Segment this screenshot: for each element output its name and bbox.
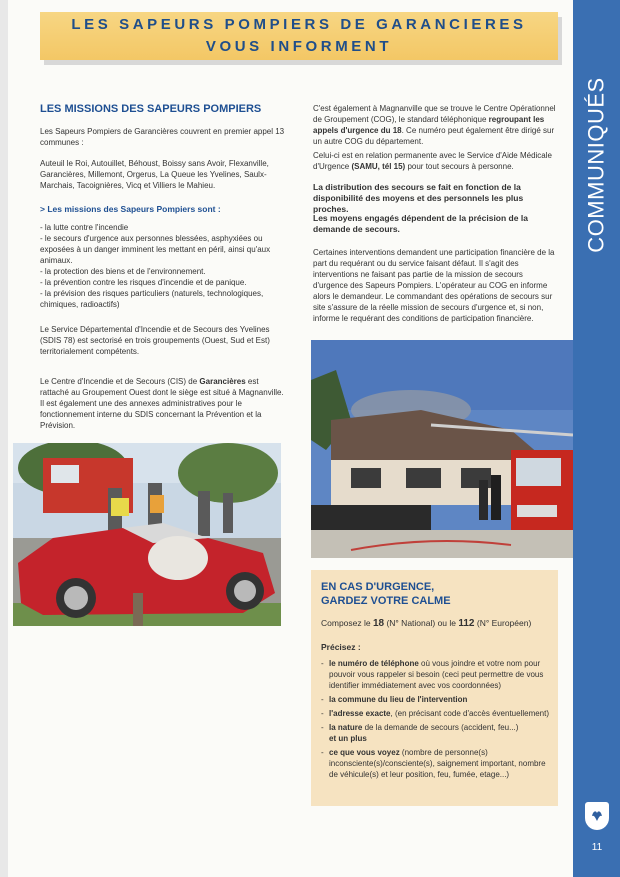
municipal-crest-icon: [585, 802, 609, 830]
missions-list: [40, 222, 286, 310]
financial-paragraph: Certaines interventions demandent une participation financière de la part du requérant ou du service faisant défaut. Il s'agit des interventions ne faisant pas partie de la mission de secours d'urgence des Sapeurs Pompiers. L'opérateur au COG en informe alors le demandeur. Le commandant des opérations de secours sur site s'assure de la réelle mission de secours d'urgence et, si non, informe le requérant des conditions de participation financière.: [313, 248, 555, 323]
checklist-item-text: où vous joindre et votre nom pour pouvoir vous rappeler si besoin (ceci peut permettre de vous identifier immédiatement avec vos coordonnées): [329, 659, 544, 690]
cog-bold: regroupant les appels d'urgence du 18: [313, 115, 545, 135]
header-banner: [40, 12, 558, 60]
checklist-item-text: de la demande de secours (accident, feu...): [362, 723, 519, 732]
mission-item: - le secours d'urgence aux personnes blessées, asphyxiées ou exposées à un danger imminent les mettant en péril, ainsi qu'aux animaux.: [40, 234, 271, 265]
checklist-item: [321, 747, 555, 780]
checklist-item: [321, 694, 555, 705]
side-band-label: COMMUNIQUÉS: [583, 77, 609, 253]
emergency-checklist: [321, 658, 555, 783]
samu-paragraph: [313, 150, 558, 172]
emergency-title-line1: EN CAS D'URGENCE,: [321, 581, 435, 593]
checklist-item-bold: ce que vous voyez: [329, 748, 400, 757]
mission-item: - la lutte contre l'incendie: [40, 223, 129, 232]
communes-list: Auteuil le Roi, Autouillet, Béhoust, Boissy sans Avoir, Flexanville, Garancières, Millemont, Orgerus, La Queue les Yvelines, Saulx-Marchais, Tacoignières, Vicq et Villiers le Mahieu.: [40, 159, 269, 190]
cog-paragraph: [313, 103, 558, 147]
cis-town: Garancières: [199, 377, 246, 386]
emergency-title: [321, 580, 551, 608]
checklist-item-bold: la nature: [329, 723, 363, 732]
cis-paragraph: [40, 376, 286, 431]
cog-text-b: . Ce numéro peut également être dirigé sur un autre COG du département.: [313, 126, 555, 146]
checklist-item-bold: le numéro de téléphone: [329, 659, 419, 668]
checklist-item: [321, 708, 555, 719]
mission-item: - la prévention contre les risques d'incendie et de panique.: [40, 278, 247, 287]
checklist-item-bold: la commune du lieu de l'intervention: [329, 695, 468, 704]
cog-text-a: C'est également à Magnanville que se trouve le Centre Opérationnel de Groupement (COG), le standard téléphonique: [313, 104, 556, 124]
mission-item: - la protection des biens et de l'environnement.: [40, 267, 206, 276]
mission-item: - la prévision des risques particuliers (naturels, technologiques, chimiques, radioactifs): [40, 289, 264, 309]
sdis-paragraph: Le Service Départemental d'Incendie et de Secours des Yvelines (SDIS 78) est sectorisé en trois groupements (Ouest, Sud et Est) territorialement compétents.: [40, 325, 270, 356]
samu-text-b: pour tout secours à personne.: [405, 162, 514, 171]
intro-text: Les Sapeurs Pompiers de Garancières couvrent en premier appel 13 communes :: [40, 127, 285, 147]
header-title-line1: LES SAPEURS POMPIERS DE GARANCIERES: [71, 16, 527, 33]
compose-text-a: Composez le: [321, 618, 373, 628]
page-number: 11: [591, 842, 603, 853]
emergency-box: [311, 570, 558, 806]
cis-prefix: Le Centre d'Incendie et de Secours (CIS) de: [40, 377, 200, 386]
distribution-paragraph: La distribution des secours se fait en fonction de la disponibilité des moyens et des personnels les plus proches.: [313, 182, 524, 214]
checklist-item: [321, 658, 555, 691]
national-number: 18: [372, 618, 385, 629]
missions-title: > Les missions des Sapeurs Pompiers sont :: [40, 204, 221, 214]
checklist-item-text: , (en précisant code d'accès éventuellement): [390, 709, 550, 718]
page-gutter: [0, 0, 8, 877]
samu-bold: (SAMU, tél 15): [351, 162, 406, 171]
side-band-label-wrap: [573, 60, 620, 270]
compose-line: [321, 618, 551, 629]
compose-text-c: (N° Européen): [474, 618, 532, 628]
moyens-paragraph: Les moyens engagés dépendent de la précision de la demande de secours.: [313, 213, 528, 234]
emergency-title-line2: GARDEZ VOTRE CALME: [321, 595, 451, 607]
checklist-item-bold: l'adresse exacte: [329, 709, 391, 718]
compose-text-b: (N° National) ou le: [384, 618, 459, 628]
checklist-item-text: (nombre de personne(s) inconsciente(s)/consciente(s), saignement important, nombre de véhicule(s) et leur position, feu, fumée, etage...): [329, 748, 546, 779]
fire-photo: [311, 340, 573, 558]
accident-photo: [13, 443, 281, 626]
european-number: 112: [458, 618, 475, 629]
cis-suffix: est rattaché au Groupement Ouest dont le siège est situé à Magnanville. Il est également une des annexes administratives pour le fonctionnement interne du SDIS concernant la Prévention et la Prévision.: [40, 377, 284, 430]
precisez-label: Précisez :: [321, 642, 361, 652]
section-title: LES MISSIONS DES SAPEURS POMPIERS: [40, 103, 262, 115]
checklist-item-bold: et un plus: [329, 734, 367, 743]
checklist-item: [321, 722, 555, 744]
samu-text-a: Celui-ci est en relation permanente avec le Service d'Aide Médicale d'Urgence: [313, 151, 552, 171]
header-title-line2: VOUS INFORMENT: [205, 38, 393, 55]
